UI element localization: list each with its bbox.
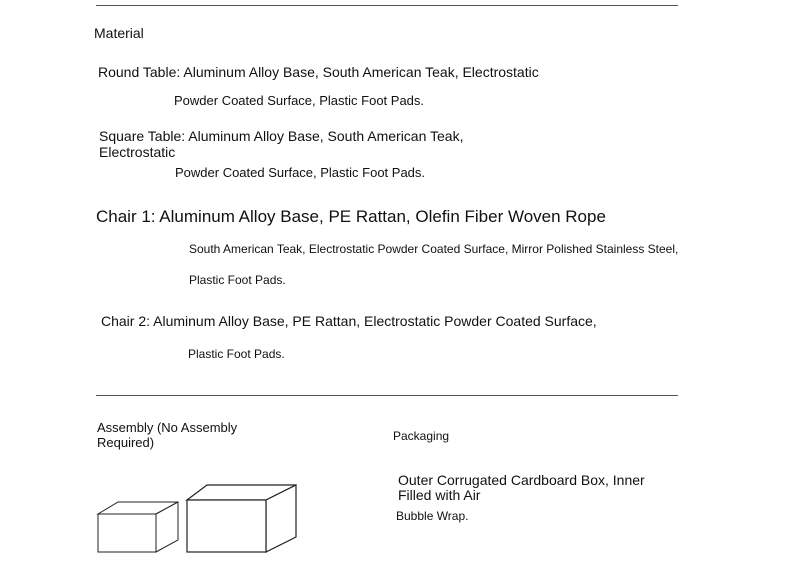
packaging-line-1b: Filled with Air <box>398 487 481 503</box>
chair2-line-1: Chair 2: Aluminum Alloy Base, PE Rattan, Electrostatic Powder Coated Surface, <box>101 313 597 329</box>
square-table-line-1b: Electrostatic <box>99 144 176 160</box>
material-heading: Material <box>94 25 144 41</box>
assembly-heading-line-2: Required) <box>97 435 155 450</box>
top-divider <box>96 5 678 6</box>
round-table-line-1: Round Table: Aluminum Alloy Base, South American Teak, Electrostatic <box>98 64 539 80</box>
assembly-heading-line-1: Assembly (No Assembly <box>97 420 238 435</box>
square-table-line-2: Powder Coated Surface, Plastic Foot Pads. <box>175 165 426 180</box>
middle-divider <box>96 395 678 396</box>
chair1-line-1: Chair 1: Aluminum Alloy Base, PE Rattan, Olefin Fiber Woven Rope <box>96 207 606 226</box>
chair1-line-3: Plastic Foot Pads. <box>189 273 286 287</box>
chair2-line-2: Plastic Foot Pads. <box>188 347 285 361</box>
packaging-line-2: Bubble Wrap. <box>396 509 469 523</box>
small-box-icon <box>96 500 180 554</box>
round-table-line-2: Powder Coated Surface, Plastic Foot Pads. <box>174 93 425 108</box>
chair1-line-2: South American Teak, Electrostatic Powder Coated Surface, Mirror Polished Stainless Steel, <box>189 242 679 256</box>
square-table-line-1: Square Table: Aluminum Alloy Base, South American Teak, <box>99 128 464 144</box>
large-box-icon <box>185 483 298 554</box>
packaging-heading: Packaging <box>393 429 450 443</box>
packaging-line-1: Outer Corrugated Cardboard Box, Inner <box>398 472 645 488</box>
